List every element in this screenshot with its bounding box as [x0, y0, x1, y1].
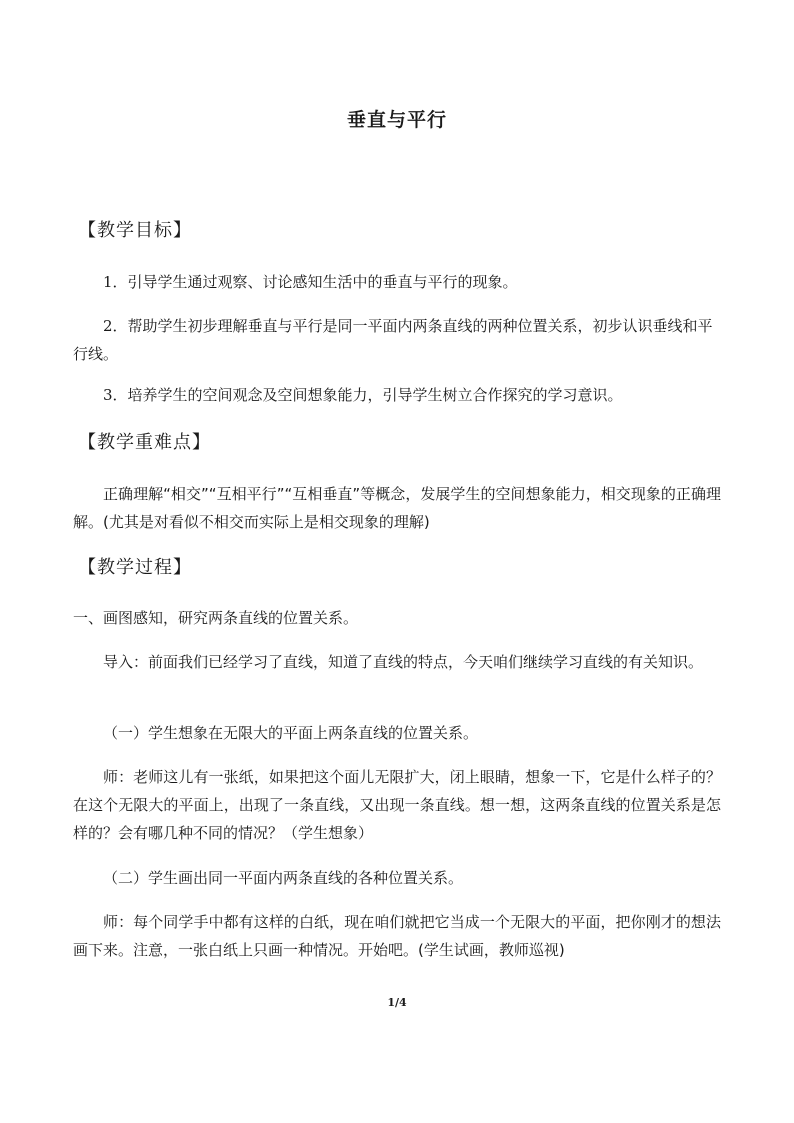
goal-number: 3． [103, 386, 128, 404]
goal-item [73, 381, 721, 409]
sub2-text: 师：每个同学手中都有这样的白纸，现在咱们就把它当成一个无限大的平面，把你刚才的想法画下来。注意，一张白纸上只画一种情况。开始吧。(学生试画，教师巡视) [73, 913, 721, 959]
goal-item [73, 268, 721, 296]
key-points-heading: 【教学重难点】 [78, 432, 211, 453]
sub2-title: （二）学生画出同一平面内两条直线的各种位置关系。 [103, 869, 464, 887]
sub1-title: （一）学生想象在无限大的平面上两条直线的位置关系。 [103, 724, 479, 742]
intro-text: 导入：前面我们已经学习了直线，知道了直线的特点，今天咱们继续学习直线的有关知识。 [103, 653, 704, 671]
part1-title: 一、画图感知，研究两条直线的位置关系。 [73, 609, 359, 627]
goal-text: 引导学生通过观察、讨论感知生活中的垂直与平行的现象。 [127, 273, 518, 291]
key-points-text: 正确理解“相交”“互相平行”“互相垂直”等概念，发展学生的空间想象能力，相交现象的正确理解。(尤其是对看似不相交而实际上是相交现象的理解) [73, 485, 721, 531]
page-number: 1/4 [387, 996, 407, 1009]
goals-heading: 【教学目标】 [78, 220, 192, 241]
sub1-text: 师：老师这儿有一张纸，如果把这个面儿无限扩大，闭上眼睛，想象一下，它是什么样子的？在这个无限大的平面上，出现了一条直线，又出现一条直线。想一想，这两条直线的位置关系是怎样的？会有哪几种不同的情况？（学生想象） [73, 768, 721, 842]
process-heading: 【教学过程】 [78, 557, 192, 578]
goal-number: 1． [103, 273, 128, 291]
goal-text: 帮助学生初步理解垂直与平行是同一平面内两条直线的两种位置关系，初步认识垂线和平行线。 [73, 317, 713, 363]
goal-text: 培养学生的空间观念及空间想象能力，引导学生树立合作探究的学习意识。 [127, 386, 623, 404]
goal-number: 2． [103, 317, 128, 335]
goal-item [73, 312, 721, 368]
document-title: 垂直与平行 [346, 109, 447, 131]
